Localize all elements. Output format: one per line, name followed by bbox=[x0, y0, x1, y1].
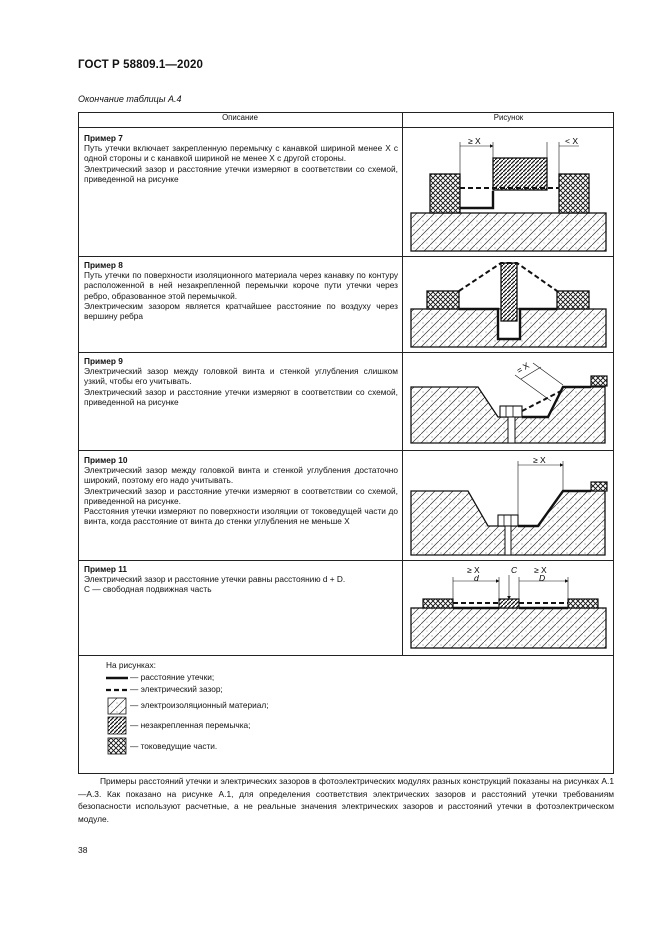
example-title: Пример 7 bbox=[84, 133, 123, 143]
dimension-label: ≥ X bbox=[467, 565, 480, 575]
live-part-right bbox=[568, 599, 598, 608]
table-caption: Окончание таблицы А.4 bbox=[78, 94, 182, 104]
dimension-label: d bbox=[474, 573, 479, 583]
example-text: Электрическим зазором является кратчайшее расстояние по воздуху через вершину ребра bbox=[84, 300, 398, 322]
insulation-base bbox=[411, 213, 606, 251]
example-text: Расстояния утечки измеряют по поверхности изоляции от токоведущей части до винта, когда расстояние от винта до стенки углубления не меньше X bbox=[84, 506, 398, 527]
example-8-figure bbox=[403, 257, 614, 352]
screw-head bbox=[498, 515, 518, 526]
dimension-label: < X bbox=[565, 136, 578, 146]
example-9-description bbox=[84, 356, 398, 407]
example-7-description bbox=[84, 133, 398, 184]
dimension-label: D bbox=[539, 573, 546, 583]
loose-bridge-symbol bbox=[108, 717, 126, 734]
dimension-label: ≥ X bbox=[534, 565, 547, 575]
example-text: C — свободная подвижная часть bbox=[84, 584, 212, 595]
loose-bridge bbox=[501, 263, 517, 321]
example-11-figure bbox=[403, 561, 614, 655]
free-moving-part bbox=[499, 599, 519, 608]
body-paragraph: Примеры расстояний утечки и электрических зазоров в фотоэлектрических модулях разных конструкций показаны на рисунках А.1—А.3. Как показано на рисунке А.1, для определения соответствия электрических зазоров и расстояний утечки требованиям безопасности используют расчетные, а не реальные значения электрических зазоров и расстояний утечки в фотоэлектрическом модуле. bbox=[78, 776, 614, 824]
example-text: Электрический зазор и расстояние утечки измеряют в соответствии со схемой, приведенной на рисунке bbox=[84, 386, 398, 407]
example-8-description bbox=[84, 260, 398, 321]
legend-symbols bbox=[106, 673, 132, 763]
example-10-figure bbox=[403, 451, 614, 560]
example-text: Электрический зазор и расстояние утечки измеряют в соответствии со схемой, приведенной на рисунке. bbox=[84, 485, 398, 506]
screw-shank bbox=[505, 526, 511, 555]
example-text: Электрический зазор между головкой винта и стенкой углубления достаточно широкий, поэтому его надо учитывать. bbox=[84, 465, 398, 486]
example-text: Электрический зазор и расстояние утечки измеряют в соответствии со схемой, приведенной на рисунке bbox=[84, 163, 398, 184]
live-part-left bbox=[430, 174, 460, 213]
dimension-label: = X bbox=[514, 360, 532, 376]
live-part-right bbox=[559, 174, 589, 213]
example-text: Электрический зазор и расстояние утечки равны расстоянию d + D. bbox=[84, 574, 346, 585]
live-part-left bbox=[427, 291, 459, 309]
document-title: ГОСТ Р 58809.1—2020 bbox=[78, 59, 203, 71]
live-part-symbol bbox=[108, 738, 126, 754]
live-part-right bbox=[557, 291, 589, 309]
example-text: Электрический зазор между головкой винта и стенкой углубления слишком узкий, чтобы его учитывать. bbox=[84, 366, 398, 387]
row-divider bbox=[78, 655, 614, 656]
legend-heading: На рисунках: bbox=[106, 660, 156, 670]
example-title: Пример 11 bbox=[84, 564, 128, 574]
insulation-symbol bbox=[108, 698, 126, 714]
insulation-base bbox=[411, 608, 606, 648]
screw-head bbox=[500, 406, 522, 417]
creepage-path bbox=[460, 191, 493, 208]
screw-shank bbox=[508, 417, 515, 443]
example-title: Пример 9 bbox=[84, 356, 123, 366]
dimension-label: ≥ X bbox=[533, 455, 546, 465]
page-number: 38 bbox=[78, 845, 88, 855]
live-part bbox=[591, 376, 607, 386]
dimension-label: ≥ X bbox=[468, 136, 481, 146]
example-title: Пример 8 bbox=[84, 260, 123, 270]
live-part-left bbox=[423, 599, 453, 608]
example-9-figure bbox=[403, 353, 614, 450]
example-10-description bbox=[84, 455, 398, 526]
example-11-description bbox=[84, 564, 398, 595]
example-7-figure bbox=[403, 128, 614, 256]
live-part bbox=[591, 482, 607, 491]
example-text: Путь утечки по поверхности изоляционного материала через канавку по контуру расположенной в ней незакрепленной перемычки короче пути утечки через ребро, образованное этой перемычкой. bbox=[84, 270, 398, 301]
example-title: Пример 10 bbox=[84, 455, 128, 465]
column-header-description: Описание bbox=[222, 113, 258, 122]
example-text: Путь утечки включает закрепленную перемычку с канавкой шириной менее X с одной стороны и с канавкой шириной не менее X с другой стороны. bbox=[84, 143, 398, 164]
fixed-bridge bbox=[493, 158, 547, 190]
column-header-figure: Рисунок bbox=[493, 113, 524, 122]
part-label: C bbox=[511, 565, 518, 575]
